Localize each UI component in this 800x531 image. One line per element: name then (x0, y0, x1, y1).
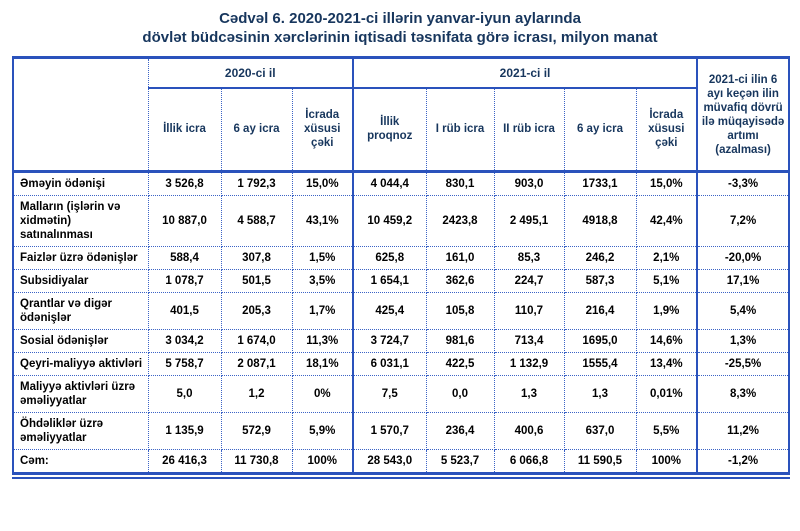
col-header-2020-share: İcrada xüsusi çəki (292, 88, 353, 172)
value-cell: 5,0 (148, 376, 221, 413)
table-row (13, 196, 789, 247)
col-header-2020-6m-exec: 6 ay icra (221, 88, 292, 172)
value-cell: 830,1 (426, 172, 494, 196)
report-title (0, 0, 800, 47)
value-cell: 587,3 (564, 270, 636, 293)
value-cell: 85,3 (494, 247, 564, 270)
value-cell: 1 674,0 (221, 330, 292, 353)
value-cell: 224,7 (494, 270, 564, 293)
row-label: Öhdəliklər üzrə əməliyyatlar (13, 413, 148, 450)
value-cell: 11,2% (697, 413, 789, 450)
value-cell: 1 654,1 (353, 270, 426, 293)
budget-table (12, 56, 790, 475)
value-cell: 3 034,2 (148, 330, 221, 353)
value-cell: 3 724,7 (353, 330, 426, 353)
value-cell: 15,0% (292, 172, 353, 196)
table-row (13, 353, 789, 376)
col-header-2021-annual-forecast: İllik proqnoz (353, 88, 426, 172)
value-cell: 981,6 (426, 330, 494, 353)
value-cell: 26 416,3 (148, 450, 221, 474)
value-cell: 1695,0 (564, 330, 636, 353)
value-cell: 1 135,9 (148, 413, 221, 450)
value-cell: 7,5 (353, 376, 426, 413)
value-cell: -20,0% (697, 247, 789, 270)
value-cell: 0% (292, 376, 353, 413)
row-label: Əməyin ödənişi (13, 172, 148, 196)
table-row (13, 376, 789, 413)
value-cell: 1733,1 (564, 172, 636, 196)
budget-table-wrap (12, 56, 790, 479)
value-cell: 1,5% (292, 247, 353, 270)
value-cell: 43,1% (292, 196, 353, 247)
value-cell: 10 459,2 (353, 196, 426, 247)
table-row (13, 247, 789, 270)
value-cell: 2423,8 (426, 196, 494, 247)
value-cell: 425,4 (353, 293, 426, 330)
report-title-line2: dövlət büdcəsinin xərclərinin iqtisadi təsnifata görə icrası, milyon manat (142, 29, 658, 46)
value-cell: 7,2% (697, 196, 789, 247)
value-cell: 18,1% (292, 353, 353, 376)
value-cell: 2 495,1 (494, 196, 564, 247)
report-title-line1: Cədvəl 6. 2020-2021-ci illərin yanvar-iyun aylarında (219, 10, 581, 27)
value-cell: 713,4 (494, 330, 564, 353)
value-cell: 1,3 (494, 376, 564, 413)
value-cell: 1 132,9 (494, 353, 564, 376)
value-cell: 42,4% (636, 196, 697, 247)
value-cell: 401,5 (148, 293, 221, 330)
value-cell: 28 543,0 (353, 450, 426, 474)
value-cell: 236,4 (426, 413, 494, 450)
row-label: Qrantlar və digər ödənişlər (13, 293, 148, 330)
value-cell: 2 087,1 (221, 353, 292, 376)
col-header-2020-annual-exec: İllik icra (148, 88, 221, 172)
value-cell: 2,1% (636, 247, 697, 270)
value-cell: 11 590,5 (564, 450, 636, 474)
table-row (13, 270, 789, 293)
value-cell: 216,4 (564, 293, 636, 330)
total-row-label: Cəm: (13, 450, 148, 474)
value-cell: 13,4% (636, 353, 697, 376)
value-cell: 11 730,8 (221, 450, 292, 474)
corner-cell (13, 58, 148, 172)
value-cell: 5,1% (636, 270, 697, 293)
row-label: Sosial ödənişlər (13, 330, 148, 353)
value-cell: 0,01% (636, 376, 697, 413)
table-row (13, 172, 789, 196)
value-cell: 1,3% (697, 330, 789, 353)
row-label: Faizlər üzrə ödənişlər (13, 247, 148, 270)
value-cell: 1 792,3 (221, 172, 292, 196)
value-cell: 17,1% (697, 270, 789, 293)
value-cell: 11,3% (292, 330, 353, 353)
row-label: Maliyyə aktivləri üzrə əməliyyatlar (13, 376, 148, 413)
col-header-yoy-change: 2021-ci ilin 6 ayı keçən ilin müvafiq dövrü ilə müqayisədə artımı (azalması) (697, 58, 789, 172)
col-header-2021-q1-exec: I rüb icra (426, 88, 494, 172)
value-cell: 100% (292, 450, 353, 474)
value-cell: 400,6 (494, 413, 564, 450)
col-header-2021-6m-exec: 6 ay icra (564, 88, 636, 172)
value-cell: 1 078,7 (148, 270, 221, 293)
value-cell: 3,5% (292, 270, 353, 293)
year-group-2020: 2020-ci il (148, 58, 353, 88)
value-cell: 307,8 (221, 247, 292, 270)
table-body (13, 172, 789, 474)
col-header-2021-share: İcrada xüsusi çəki (636, 88, 697, 172)
value-cell: 4 044,4 (353, 172, 426, 196)
value-cell: 105,8 (426, 293, 494, 330)
value-cell: 4 588,7 (221, 196, 292, 247)
value-cell: 8,3% (697, 376, 789, 413)
value-cell: 422,5 (426, 353, 494, 376)
value-cell: 100% (636, 450, 697, 474)
value-cell: 246,2 (564, 247, 636, 270)
value-cell: -3,3% (697, 172, 789, 196)
value-cell: 1555,4 (564, 353, 636, 376)
value-cell: -1,2% (697, 450, 789, 474)
table-row (13, 293, 789, 330)
row-label: Qeyri-maliyyə aktivləri (13, 353, 148, 376)
value-cell: 1,3 (564, 376, 636, 413)
value-cell: 3 526,8 (148, 172, 221, 196)
value-cell: -25,5% (697, 353, 789, 376)
value-cell: 588,4 (148, 247, 221, 270)
value-cell: 501,5 (221, 270, 292, 293)
value-cell: 903,0 (494, 172, 564, 196)
value-cell: 637,0 (564, 413, 636, 450)
year-group-2021: 2021-ci il (353, 58, 697, 88)
value-cell: 5 758,7 (148, 353, 221, 376)
value-cell: 0,0 (426, 376, 494, 413)
value-cell: 1 570,7 (353, 413, 426, 450)
value-cell: 5,4% (697, 293, 789, 330)
table-row (13, 330, 789, 353)
row-label: Malların (işlərin və xidmətin) satınalınması (13, 196, 148, 247)
value-cell: 205,3 (221, 293, 292, 330)
total-row (13, 450, 789, 474)
value-cell: 4918,8 (564, 196, 636, 247)
row-label: Subsidiyalar (13, 270, 148, 293)
value-cell: 110,7 (494, 293, 564, 330)
table-row (13, 413, 789, 450)
value-cell: 14,6% (636, 330, 697, 353)
value-cell: 5 523,7 (426, 450, 494, 474)
value-cell: 10 887,0 (148, 196, 221, 247)
value-cell: 5,5% (636, 413, 697, 450)
value-cell: 6 066,8 (494, 450, 564, 474)
value-cell: 161,0 (426, 247, 494, 270)
value-cell: 6 031,1 (353, 353, 426, 376)
value-cell: 1,7% (292, 293, 353, 330)
value-cell: 1,2 (221, 376, 292, 413)
col-header-2021-q2-exec: II rüb icra (494, 88, 564, 172)
value-cell: 15,0% (636, 172, 697, 196)
value-cell: 572,9 (221, 413, 292, 450)
table-header (13, 58, 789, 172)
value-cell: 625,8 (353, 247, 426, 270)
value-cell: 362,6 (426, 270, 494, 293)
value-cell: 1,9% (636, 293, 697, 330)
value-cell: 5,9% (292, 413, 353, 450)
